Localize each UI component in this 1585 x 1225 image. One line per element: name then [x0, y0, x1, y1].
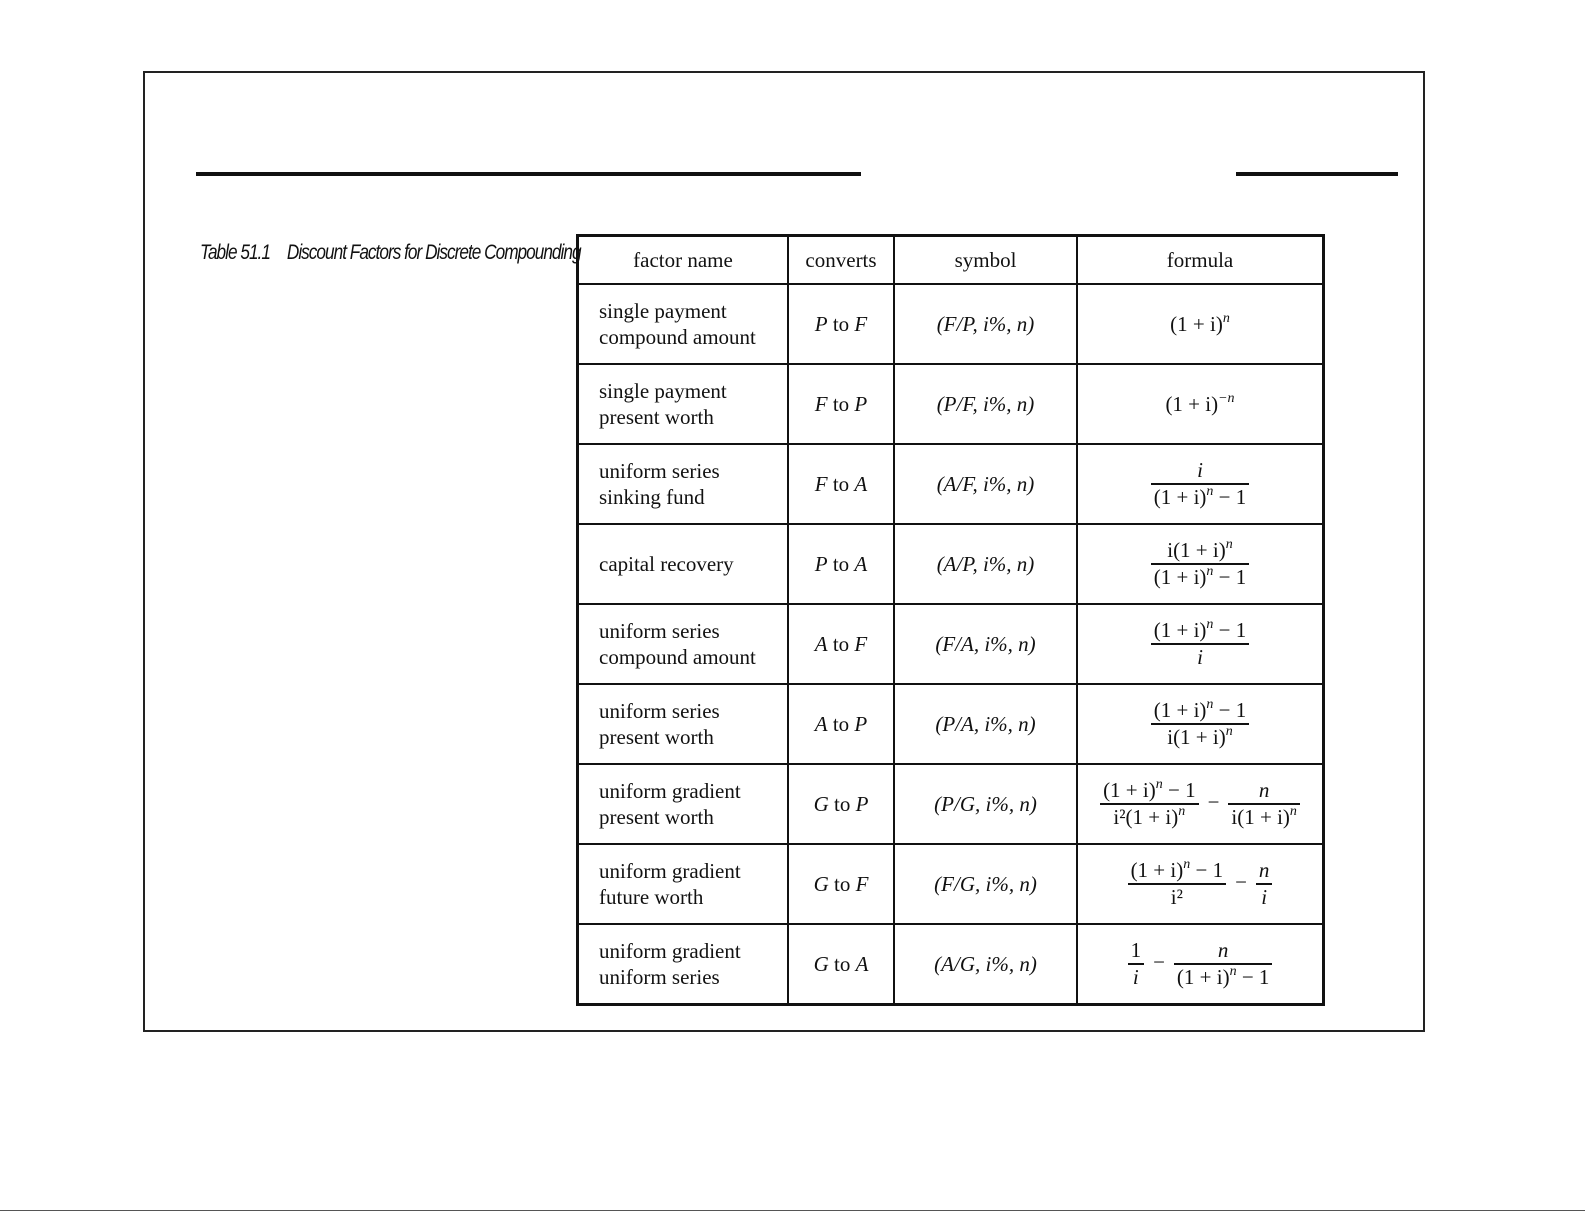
converts: F to A [788, 444, 894, 524]
header-converts: converts [788, 236, 894, 285]
converts: G to A [788, 924, 894, 1005]
bottom-divider [0, 1210, 1585, 1211]
factor-name: single payment compound amount [578, 284, 789, 364]
fraction: $\frac{i(1 + i)^n}{(1 + i)^n - 1}$ [1151, 538, 1250, 590]
table-row [578, 284, 1324, 364]
converts: G to P [788, 764, 894, 844]
factor-name: uniform gradient present worth [578, 764, 789, 844]
converts: P to F [788, 284, 894, 364]
header-factor-name: factor name [578, 236, 789, 285]
table-row [578, 924, 1324, 1005]
symbol: (A/G, i%, n) [894, 924, 1077, 1005]
header-symbol: symbol [894, 236, 1077, 285]
converts: F to P [788, 364, 894, 444]
table-row [578, 844, 1324, 924]
converts: A to F [788, 604, 894, 684]
symbol: (A/F, i%, n) [894, 444, 1077, 524]
table-row [578, 444, 1324, 524]
table-row [578, 684, 1324, 764]
factor-name: capital recovery [578, 524, 789, 604]
header-formula: formula [1077, 236, 1324, 285]
table-row [578, 364, 1324, 444]
formula: $(1 + i)^n$ [1077, 284, 1324, 364]
factor-name: uniform series present worth [578, 684, 789, 764]
symbol: (P/G, i%, n) [894, 764, 1077, 844]
symbol: (P/F, i%, n) [894, 364, 1077, 444]
converts: G to F [788, 844, 894, 924]
fraction: $\frac{n}{(1 + i)^n - 1}$ [1174, 938, 1273, 990]
fraction: $\frac{1}{i}$ [1128, 938, 1145, 990]
symbol: (F/P, i%, n) [894, 284, 1077, 364]
symbol: (A/P, i%, n) [894, 524, 1077, 604]
table-number: Table 51.1 [200, 241, 270, 264]
table-row [578, 524, 1324, 604]
table-caption [200, 241, 581, 265]
table-title: Discount Factors for Discrete Compounding [286, 241, 581, 264]
discount-factors-table [576, 234, 1325, 1006]
formula: $(1 + i)^{-n}$ [1077, 364, 1324, 444]
fraction: $\frac{i}{(1 + i)^n - 1}$ [1151, 458, 1250, 510]
table-row [578, 604, 1324, 684]
formula: $\frac{(1 + i)^n - 1}{i^2(1 + i)^n}$ − $\frac{n}{i(1 + i)^n}$ [1077, 764, 1324, 844]
converts: A to P [788, 684, 894, 764]
header-row [578, 236, 1324, 285]
header-rule-left [196, 172, 861, 176]
formula [1077, 444, 1324, 524]
formula [1077, 604, 1324, 684]
header-rule-right [1236, 172, 1398, 176]
converts: P to A [788, 524, 894, 604]
fraction: $\frac{(1 + i)^n - 1}{i(1 + i)^n}$ [1151, 698, 1250, 750]
factor-name: single payment present worth [578, 364, 789, 444]
factor-name: uniform series sinking fund [578, 444, 789, 524]
fraction: $\frac{n}{i(1 + i)^n}$ [1228, 778, 1300, 830]
formula: $\frac{1}{i}$ − $\frac{n}{(1 + i)^n - 1}$ [1077, 924, 1324, 1005]
table-row [578, 764, 1324, 844]
formula: $\frac{(1 + i)^n - 1}{\text{i²}}$ − $\frac{n}{i}$ [1077, 844, 1324, 924]
fraction: $\frac{(1 + i)^n - 1}{i}$ [1151, 618, 1250, 670]
symbol: (F/G, i%, n) [894, 844, 1077, 924]
fraction: $\frac{n}{i}$ [1256, 858, 1273, 910]
symbol: (F/A, i%, n) [894, 604, 1077, 684]
factor-name: uniform gradient future worth [578, 844, 789, 924]
fraction: $\frac{(1 + i)^n - 1}{i^2(1 + i)^n}$ [1100, 778, 1199, 830]
fraction: $\frac{(1 + i)^n - 1}{\text{i²}}$ [1128, 858, 1227, 910]
factor-name: uniform series compound amount [578, 604, 789, 684]
symbol: (P/A, i%, n) [894, 684, 1077, 764]
factor-name: uniform gradient uniform series [578, 924, 789, 1005]
formula [1077, 524, 1324, 604]
formula [1077, 684, 1324, 764]
